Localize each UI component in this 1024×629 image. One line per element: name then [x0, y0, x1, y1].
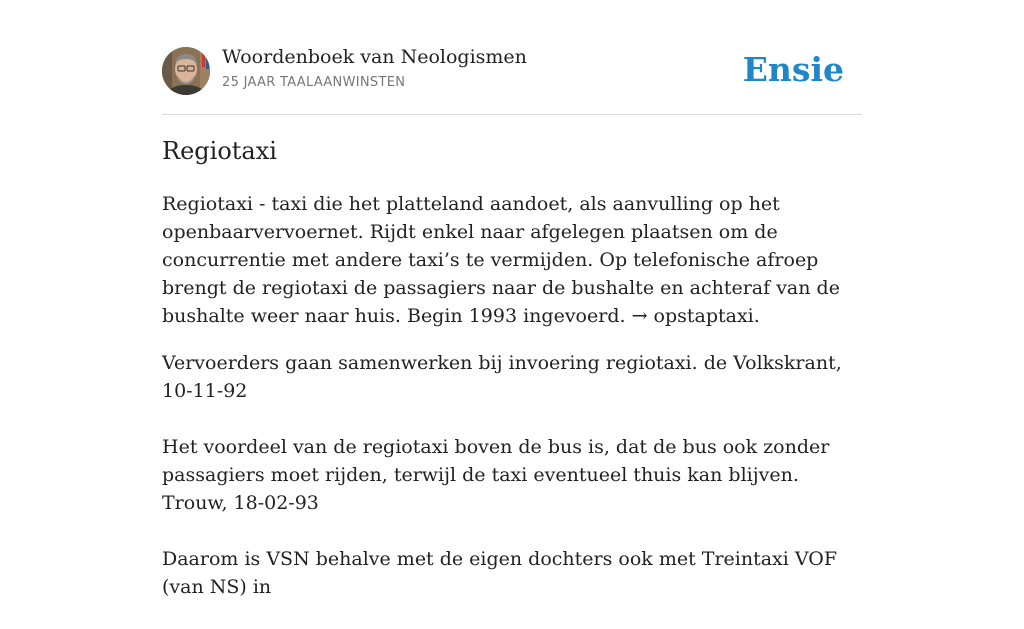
see-also-link[interactable]: opstaptaxi.	[653, 305, 760, 327]
ensie-logo-link[interactable]: Ensie	[742, 50, 844, 89]
author-avatar[interactable]	[162, 47, 210, 95]
quote-2: Het voordeel van de regiotaxi boven de bus is, dat de bus ook zonder passagiers moet rijden, terwijl de taxi eventueel thuis kan blijven. Trouw, 18-02-93	[162, 436, 830, 514]
entry-content	[162, 190, 862, 629]
quote-3: Daarom is VSN behalve met de eigen dochters ook met Treintaxi VOF (van NS) in	[162, 548, 838, 598]
definition-text: Regiotaxi - taxi die het platteland aandoet, als aanvulling op het openbaarvervoernet. Rijdt enkel naar afgelegen plaatsen om de concurrentie met andere taxi’s te vermijden. Op telefonische afroep brengt de regiotaxi de passagiers naar de bushalte en achteraf van de bushalte weer naar huis. Begin 1993 ingevoerd.	[162, 193, 840, 327]
site-subtitle: 25 JAAR TAALAANWINSTEN	[222, 75, 406, 90]
site-header	[162, 46, 862, 115]
quote-1: Vervoerders gaan samenwerken bij invoering regiotaxi. de Volkskrant, 10-11-92	[162, 352, 842, 402]
author-portrait-icon	[162, 47, 210, 95]
see-also-arrow-icon: →	[631, 305, 648, 327]
site-title[interactable]: Woordenboek van Neologismen	[222, 46, 527, 68]
entry-title: Regiotaxi	[162, 137, 277, 165]
entry-definition	[162, 190, 862, 330]
